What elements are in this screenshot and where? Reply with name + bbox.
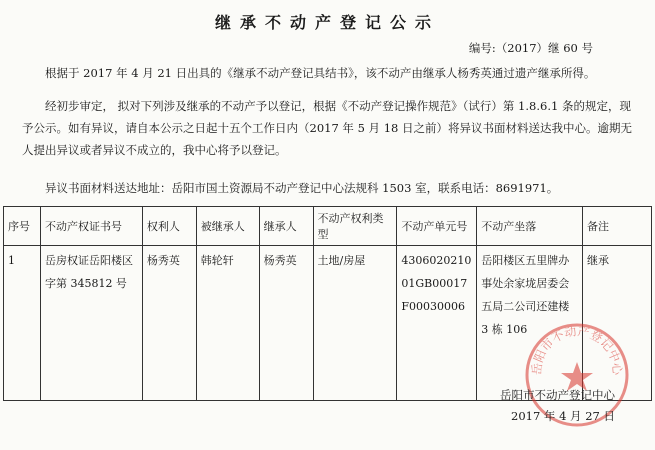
header-right-holder: 权利人 [142, 207, 196, 246]
cell-certificate-no: 岳房权证岳阳楼区字第 345812 号 [40, 246, 142, 401]
header-remark: 备注 [583, 207, 652, 246]
document-number: 编号:（2017）继 60 号 [468, 41, 593, 55]
cell-location: 岳阳楼区五里牌办事处余家垅居委会五局二公司还建楼 3 栋 106 [477, 246, 583, 401]
cell-unit-no: 430602021001GB00017F00030006 [397, 246, 477, 401]
header-certificate-no: 不动产权证书号 [40, 207, 142, 246]
issue-date: 2017 年 4 月 27 日 [511, 409, 615, 423]
paragraph-publicity-notice: 经初步审定， 拟对下列涉及继承的不动产予以登记，根据《不动产登记操作规范》（试行）第 1.8.6.1 条的规定，现予公示。如有异议，请自本公示之日起十五个工作日内（2017 年 5 月 18 日之前）将异议书面材料送达我中心。逾期无人提出异议或者异议不成立的，我中心将予以登记。 [22, 99, 632, 157]
cell-index: 1 [4, 246, 41, 401]
header-heir: 继承人 [259, 207, 313, 246]
header-index: 序号 [4, 207, 41, 246]
cell-right-type: 土地/房屋 [313, 246, 397, 401]
issuing-organization: 岳阳市不动产登记中心 [500, 388, 615, 402]
header-right-type: 不动产权利类型 [313, 207, 397, 246]
cell-heir: 杨秀英 [259, 246, 313, 401]
paragraph-inheritance-basis: 根据于 2017 年 4 月 21 日出具的《继承不动产登记具结书》，该不动产由继承人杨秀英通过遗产继承所得。 [45, 66, 596, 80]
table-header-row [4, 207, 652, 246]
paragraph-objection-address: 异议书面材料送达地址：岳阳市国土资源局不动产登记中心法规科 1503 室，联系电话：8691971。 [45, 181, 559, 195]
header-deceased: 被继承人 [196, 207, 259, 246]
cell-remark: 继承 [583, 246, 652, 401]
cell-deceased: 韩轮轩 [196, 246, 259, 401]
header-unit-no: 不动产单元号 [397, 207, 477, 246]
header-location: 不动产坐落 [477, 207, 583, 246]
document-title: 继承不动产登记公示 [214, 13, 440, 32]
seal-text: 岳阳市不动产登记中心 [529, 324, 625, 376]
cell-right-holder: 杨秀英 [142, 246, 196, 401]
